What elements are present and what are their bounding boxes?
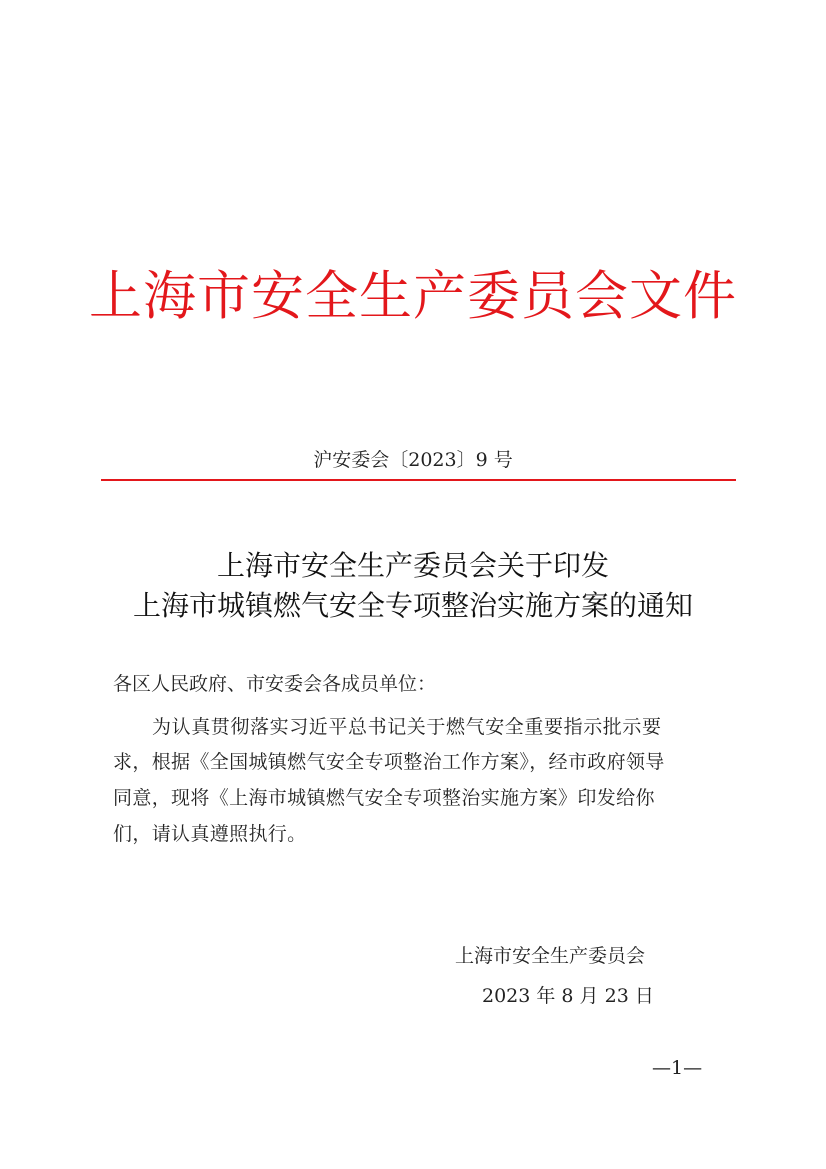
- red-divider-line: [101, 479, 736, 481]
- body-text-line: 们，请认真遵照执行。: [113, 823, 307, 845]
- masthead-title: 上海市安全生产委员会文件: [89, 266, 737, 327]
- addressee: 各区人民政府、市安委会各成员单位：: [113, 673, 437, 695]
- page-number: —1—: [652, 1057, 703, 1079]
- notice-title-line-2: 上海市城镇燃气安全专项整治实施方案的通知: [132, 589, 693, 622]
- signature-date: 2023 年 8 月 23 日: [482, 985, 654, 1007]
- signature-organization: 上海市安全生产委员会: [455, 945, 646, 967]
- body-text-line: 同意，现将《上海市城镇燃气安全专项整治实施方案》印发给你: [113, 787, 655, 809]
- body-text-line: 求，根据《全国城镇燃气安全专项整治工作方案》，经市政府领导: [113, 751, 665, 773]
- document-number: 沪安委会〔2023〕9 号: [313, 449, 513, 471]
- notice-title-line-1: 上海市安全生产委员会关于印发: [216, 549, 609, 582]
- body-text-line: 为认真贯彻落实习近平总书记关于燃气安全重要指示批示要: [152, 716, 662, 738]
